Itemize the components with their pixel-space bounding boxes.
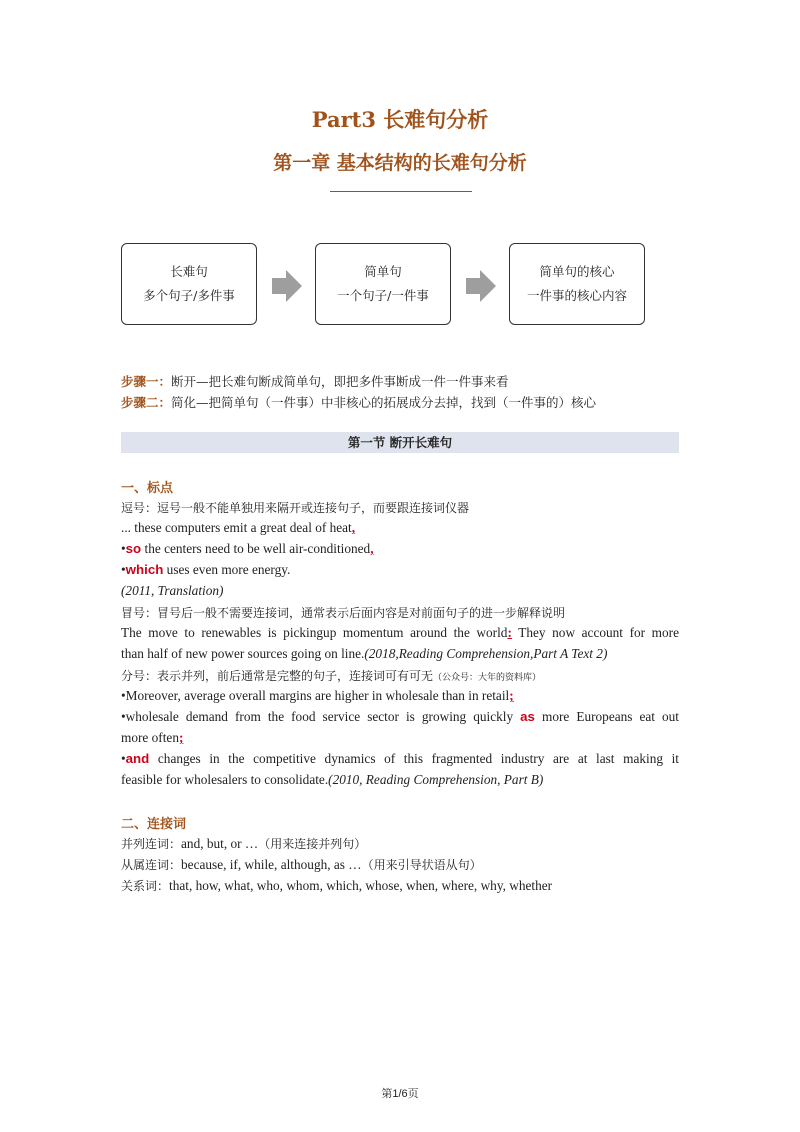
- chapter-title: 第一章 基本结构的长难句分析: [273, 152, 527, 174]
- part-title: Part3 长难句分析: [311, 107, 489, 132]
- conj-label: 并列连词：: [121, 837, 182, 851]
- heading-conjunctions: 二、连接词: [121, 817, 187, 832]
- example-text: The move to renewables is pickingup momentum around the world: [121, 625, 508, 640]
- highlight-punct: :: [507, 625, 512, 640]
- example-line: [121, 562, 679, 578]
- step-text: 简化—把简单句（一件事）中非核心的拓展成分去掉，找到（一件事的）核心: [171, 395, 597, 410]
- example-line: [121, 772, 679, 788]
- highlight-connector: so: [125, 541, 142, 556]
- flow-box-line2: 多个句子/多件事: [143, 288, 235, 303]
- example-text: uses even more energy.: [163, 562, 291, 577]
- semicolon-note: 分号：表示并列，前后通常是完整的句子，连接词可有可无: [121, 669, 434, 683]
- example-line: [121, 730, 679, 746]
- conj-text: that, how, what, who, whom, which, whose, when, where, why, whether: [169, 878, 553, 893]
- example-text: changes in the competitive dynamics of this fragmented industry are at last making it: [149, 751, 679, 766]
- example-text: than half of new power sources going on line.: [121, 646, 365, 661]
- example-line: [121, 751, 679, 767]
- example-text: •Moreover, average overall margins are higher in wholesale than in retail: [121, 688, 510, 703]
- conj-label: 关系词：: [121, 879, 170, 893]
- conj-text: because, if, while, although, as …: [181, 857, 362, 872]
- title-underline: [330, 191, 472, 192]
- right-arrow-icon: [272, 270, 302, 302]
- example-line: [121, 709, 679, 725]
- example-line: [121, 688, 679, 704]
- flow-box-line1: 简单句: [364, 264, 402, 279]
- example-source: (2011, Translation): [121, 583, 224, 598]
- highlight-connector: as: [520, 709, 535, 724]
- step-one: [121, 372, 509, 390]
- bullet: •: [121, 562, 126, 577]
- conj-text: and, but, or …: [181, 836, 259, 851]
- highlight-punct: ,: [351, 520, 356, 535]
- flow-box-line1: 简单句的核心: [539, 264, 615, 279]
- example-text: They now account for more: [511, 625, 679, 640]
- example-text: •wholesale demand from the food service sector is growing quickly: [121, 709, 521, 724]
- semicolon-note-line: [121, 667, 679, 684]
- flow-box-long-sentence: [121, 243, 257, 325]
- example-text: more often: [121, 730, 179, 745]
- example-text: ... these computers emit a great deal of heat: [121, 520, 352, 535]
- example-line: [121, 541, 679, 557]
- bullet: •: [121, 541, 126, 556]
- example-text: the centers need to be well air-conditioned: [141, 541, 371, 556]
- watermark-note: （公众号：大年的资料库）: [433, 673, 542, 683]
- page-number: 第1/6页: [381, 1088, 419, 1100]
- example-text: feasible for wholesalers to consolidate.: [121, 772, 329, 787]
- flow-box-core: [509, 243, 645, 325]
- example-source: (2018,Reading Comprehension,Part A Text 2): [364, 646, 608, 661]
- highlight-connector: which: [125, 562, 164, 577]
- example-text: more Europeans eat out: [534, 709, 680, 724]
- step-text: 断开—把长难句断成简单句，即把多件事断成一件一件事来看: [171, 374, 509, 389]
- conj-line: [121, 835, 679, 852]
- step-two: [121, 393, 596, 411]
- example-line: [121, 646, 679, 662]
- conj-note: （用来连接并列句）: [258, 837, 367, 851]
- flow-box-line2: 一件事的核心内容: [526, 288, 627, 303]
- comma-note: 逗号：逗号一般不能单独用来隔开或连接句子，而要跟连接词仪器: [121, 501, 470, 515]
- right-arrow-icon: [466, 270, 496, 302]
- example-source: (2010, Reading Comprehension, Part B): [328, 772, 544, 787]
- conj-line: [121, 877, 679, 894]
- step-label: 步骤二：: [121, 395, 172, 410]
- heading-punctuation: 一、标点: [121, 481, 174, 496]
- highlight-punct: ;: [178, 730, 184, 745]
- colon-note: 冒号：冒号后一般不需要连接词，通常表示后面内容是对前面句子的进一步解释说明: [121, 606, 566, 620]
- conj-line: [121, 856, 679, 873]
- conj-note: （用来引导状语从句）: [361, 858, 482, 872]
- example-line: [121, 520, 679, 536]
- highlight-punct: ,: [370, 541, 374, 556]
- highlight-punct: ;: [509, 688, 514, 703]
- section-title: 第一节 断开长难句: [121, 432, 679, 453]
- highlight-connector: and: [125, 751, 150, 766]
- flow-box-line2: 一个句子/一件事: [337, 288, 429, 303]
- step-label: 步骤一：: [121, 374, 172, 389]
- flow-box-simple-sentence: [315, 243, 451, 325]
- example-line: [121, 625, 679, 641]
- bullet: •: [121, 751, 126, 766]
- flow-box-line1: 长难句: [170, 264, 208, 279]
- conj-label: 从属连词：: [121, 858, 182, 872]
